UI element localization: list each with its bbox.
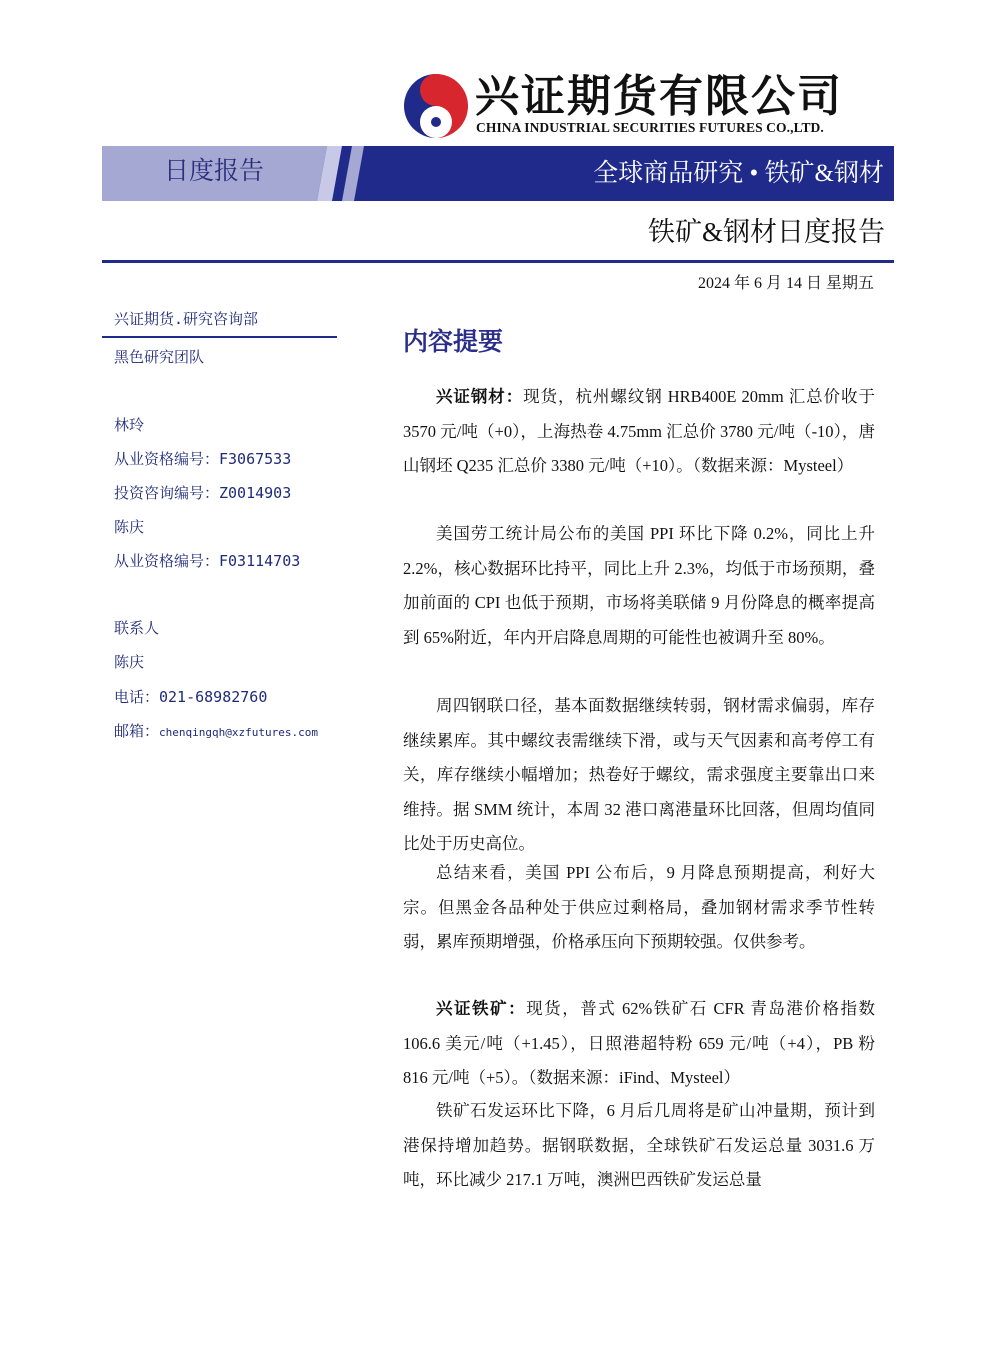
banner-report-type: 日度报告 xyxy=(164,156,265,185)
section-title: 内容提要 xyxy=(403,327,504,356)
contact-label: 联系人 xyxy=(114,619,160,637)
email-label: 邮箱： xyxy=(114,722,160,740)
company-name-en: CHINA INDUSTRIAL SECURITIES FUTURES CO.,LTD. xyxy=(476,120,824,135)
ore-paragraph-1 xyxy=(403,992,875,1096)
contact-name: 陈庆 xyxy=(114,653,145,671)
company-logo-icon xyxy=(403,73,469,139)
steel-paragraph-4: 总结来看，美国 PPI 公布后，9 月降息预期提高，利好大宗。但黑金各品种处于供应过剩格局，叠加钢材需求季节性转弱，累库预期增强，价格承压向下预期较强。仅供参考。 xyxy=(403,863,875,952)
ore-p1-text: 现货，普式 62%铁矿石 CFR 青岛港价格指数 106.6 美元/吨（+1.45），日照港超特粉 659 元/吨（+4），PB 粉 816 元/吨（+5）。（数据来源：iFind、Mysteel） xyxy=(403,999,876,1088)
contact-email xyxy=(114,721,318,743)
steel-paragraph-3: 周四钢联口径，基本面数据继续转弱，钢材需求偏弱，库存继续累库。其中螺纹表需继续下滑，或与天气因素和高考停工有关，库存继续小幅增加；热卷好于螺纹，需求强度主要靠出口来维持。据 SMM 统计，本周 32 港口离港量环比回落，但周均值同比处于历史高位。 xyxy=(403,696,875,854)
steel-p1-text: 现货，杭州螺纹钢 HRB400E 20mm 汇总价收于 3570 元/吨（+0），上海热卷 4.75mm 汇总价 3780 元/吨（-10），唐山钢坯 Q235 汇总价 3380 元/吨（+10）。（数据来源：Mysteel） xyxy=(403,387,875,476)
header-divider xyxy=(102,260,894,268)
analyst1-cert: 从业资格编号：F3067533 xyxy=(114,450,292,468)
steel-paragraph-2: 美国劳工统计局公布的美国 PPI 环比下降 0.2%，同比上升 2.2%，核心数据环比持平，同比上升 2.3%，均低于市场预期，叠加前面的 CPI 也低于预期，市场将美联储 9 月份降息的概率提高到 65%附近，年内开启降息周期的可能性也被调升至 80%。 xyxy=(403,524,875,647)
banner-category: 全球商品研究 • 铁矿&钢材 xyxy=(593,160,884,187)
analyst2-name: 陈庆 xyxy=(114,518,145,536)
sidebar-divider xyxy=(102,336,337,338)
report-title: 铁矿&钢材日度报告 xyxy=(647,217,885,247)
contact-phone: 电话：021-68982760 xyxy=(114,688,268,706)
sidebar-dept: 兴证期货.研究咨询部 xyxy=(114,310,259,328)
email-link[interactable]: chenqingqh@xzfutures.com xyxy=(159,726,318,739)
sidebar-team: 黑色研究团队 xyxy=(114,348,205,366)
company-name-cn: 兴证期货有限公司 xyxy=(475,71,843,122)
analyst2-cert: 从业资格编号：F03114703 xyxy=(114,552,301,570)
report-date: 2024 年 6 月 14 日 星期五 xyxy=(697,275,874,292)
steel-paragraph-1 xyxy=(403,380,875,484)
analyst1-invest-cert: 投资咨询编号：Z0014903 xyxy=(114,484,292,502)
steel-label: 兴证钢材： xyxy=(436,387,524,406)
analyst1-name: 林玲 xyxy=(114,416,145,434)
report-banner xyxy=(102,146,894,201)
ore-label: 兴证铁矿： xyxy=(436,999,527,1018)
ore-paragraph-2: 铁矿石发运环比下降，6 月后几周将是矿山冲量期，预计到港保持增加趋势。据钢联数据，全球铁矿石发运总量 3031.6 万吨，环比减少 217.1 万吨，澳洲巴西铁矿发运总量 xyxy=(403,1101,875,1190)
